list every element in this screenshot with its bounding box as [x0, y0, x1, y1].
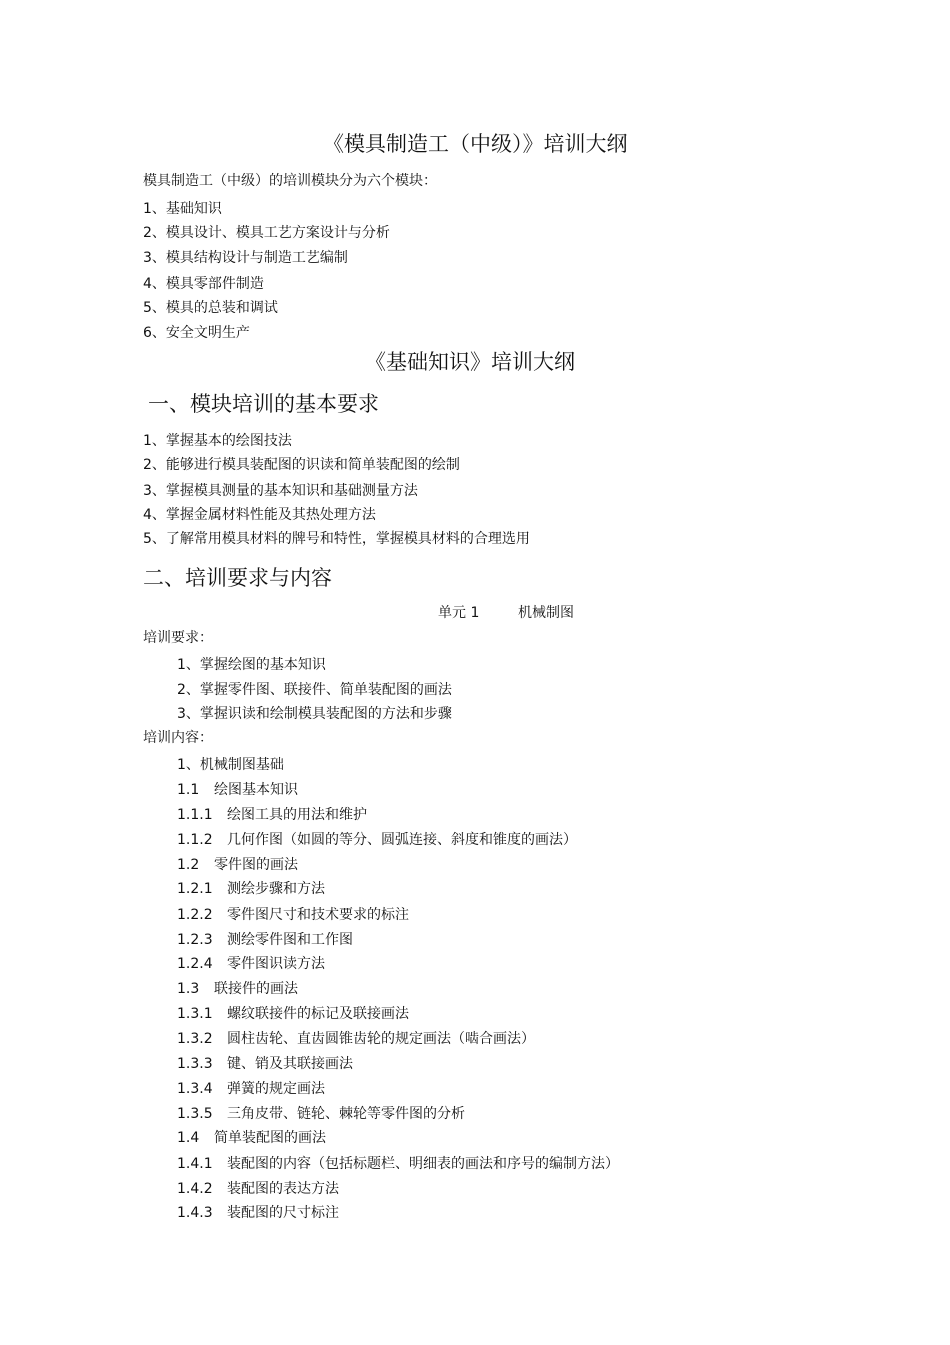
content-item-text: 绘图基本知识: [214, 782, 298, 798]
content-item-text: 零件图的画法: [214, 857, 298, 873]
content-item: [177, 1078, 325, 1098]
content-item: [177, 804, 367, 824]
content-item-number: 1.2.3: [177, 932, 213, 948]
content-item: [177, 1178, 339, 1198]
module-item: 6、安全文明生产: [143, 325, 250, 341]
content-item: [177, 1202, 339, 1222]
content-item-text: 三角皮带、链轮、棘轮等零件图的分析: [227, 1106, 465, 1122]
content-item-text: 装配图的尺寸标注: [227, 1205, 339, 1221]
section-heading: 一、模块培训的基本要求: [148, 392, 379, 416]
requirement-item: 2、能够进行模具装配图的识读和简单装配图的绘制: [143, 457, 460, 473]
document-title: 《模具制造工（中级）》培训大纲: [323, 132, 628, 156]
content-item-text: 零件图识读方法: [227, 956, 325, 972]
content-item: [177, 854, 298, 874]
unit-name: 机械制图: [518, 605, 574, 621]
content-item: [177, 829, 577, 849]
content-item: [177, 1003, 409, 1023]
requirement-item: 4、掌握金属材料性能及其热处理方法: [143, 507, 376, 523]
requirement-item: 3、掌握模具测量的基本知识和基础测量方法: [143, 483, 418, 499]
content-item-text: 弹簧的规定画法: [227, 1081, 325, 1097]
content-item-text: 几何作图（如圆的等分、圆弧连接、斜度和锥度的画法）: [227, 832, 577, 848]
requirement-item: 5、了解常用模具材料的牌号和特性，掌握模具材料的合理选用: [143, 531, 530, 547]
content-item: [177, 1028, 535, 1048]
content-item-text: 装配图的表达方法: [227, 1181, 339, 1197]
content-item: [177, 1103, 465, 1123]
content-item: [177, 1053, 353, 1073]
content-item-number: 1、: [177, 757, 200, 773]
content-item: [177, 904, 409, 924]
content-item-number: 1.3.3: [177, 1056, 213, 1072]
content-item: [177, 878, 325, 898]
unit-label: 单元 1: [438, 605, 480, 621]
content-item-text: 测绘零件图和工作图: [227, 932, 353, 948]
content-item-text: 圆柱齿轮、直齿圆锥齿轮的规定画法（啮合画法）: [227, 1031, 535, 1047]
content-item-text: 联接件的画法: [214, 981, 298, 997]
content-item-number: 1.4: [177, 1130, 200, 1146]
content-item-number: 1.2.2: [177, 907, 213, 923]
content-item-text: 机械制图基础: [199, 757, 284, 773]
training-content-label: 培训内容：: [143, 730, 213, 746]
intro-text: 模具制造工（中级）的培训模块分为六个模块：: [143, 173, 437, 189]
content-item-text: 绘图工具的用法和维护: [227, 807, 367, 823]
content-item-number: 1.2: [177, 857, 200, 873]
content-item-text: 键、销及其联接画法: [227, 1056, 353, 1072]
content-item-number: 1.3.2: [177, 1031, 213, 1047]
content-item: [177, 978, 298, 998]
content-item: [177, 754, 284, 774]
content-item: [177, 953, 325, 973]
content-item-number: 1.1: [177, 782, 200, 798]
module-item: 5、模具的总装和调试: [143, 300, 278, 316]
subtitle: 《基础知识》培训大纲: [365, 350, 575, 374]
content-item-number: 1.4.1: [177, 1156, 213, 1172]
content-item-number: 1.2.1: [177, 881, 213, 897]
content-item: [177, 779, 298, 799]
content-item-number: 1.4.3: [177, 1205, 213, 1221]
content-item-number: 1.1.1: [177, 807, 213, 823]
content-item-number: 1.4.2: [177, 1181, 213, 1197]
training-requirements-label: 培训要求：: [143, 630, 213, 646]
module-item: 4、模具零部件制造: [143, 276, 264, 292]
content-item-number: 1.3.4: [177, 1081, 213, 1097]
training-requirement-item: 3、掌握识读和绘制模具装配图的方法和步骤: [177, 706, 452, 722]
content-item-text: 装配图的内容（包括标题栏、明细表的画法和序号的编制方法）: [227, 1156, 619, 1172]
content-item: [177, 929, 353, 949]
content-item: [177, 1127, 326, 1147]
content-item: [177, 1153, 619, 1173]
section-heading: 二、培训要求与内容: [143, 566, 332, 590]
content-item-text: 螺纹联接件的标记及联接画法: [227, 1006, 409, 1022]
content-item-text: 测绘步骤和方法: [227, 881, 325, 897]
content-item-text: 简单装配图的画法: [214, 1130, 326, 1146]
requirement-item: 1、掌握基本的绘图技法: [143, 433, 292, 449]
content-item-number: 1.1.2: [177, 832, 213, 848]
module-item: 3、模具结构设计与制造工艺编制: [143, 250, 348, 266]
training-requirement-item: 1、掌握绘图的基本知识: [177, 657, 326, 673]
module-item: 2、模具设计、模具工艺方案设计与分析: [143, 225, 390, 241]
content-item-number: 1.3.1: [177, 1006, 213, 1022]
content-item-text: 零件图尺寸和技术要求的标注: [227, 907, 409, 923]
content-item-number: 1.2.4: [177, 956, 213, 972]
training-requirement-item: 2、掌握零件图、联接件、简单装配图的画法: [177, 682, 452, 698]
content-item-number: 1.3.5: [177, 1106, 213, 1122]
module-item: 1、基础知识: [143, 201, 222, 217]
content-item-number: 1.3: [177, 981, 200, 997]
